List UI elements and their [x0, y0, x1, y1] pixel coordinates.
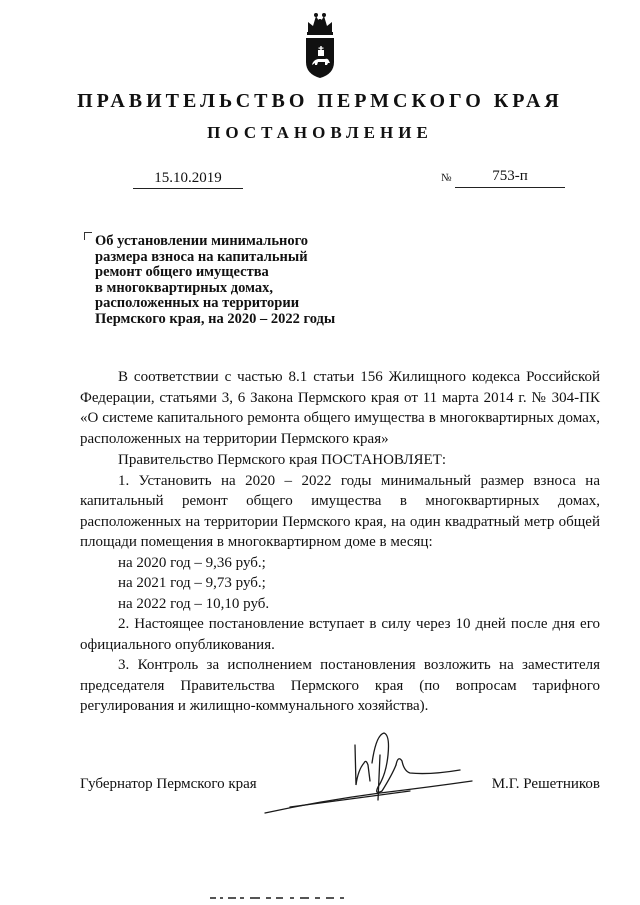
- document-number: 753-п: [455, 168, 565, 188]
- decree-paragraph: Правительство Пермского края ПОСТАНОВЛЯЕТ:: [118, 452, 447, 468]
- signer-position: Губернатор Пермского края: [80, 776, 257, 792]
- intro-paragraph: В соответствии с частью 8.1 статьи 156 Жилищного кодекса Российской Федерации, статьями 3, 6 Закона Пермского края от 11 марта 2014 г. № 304-ПК «О системе капитального ремонта общего имущества в многоквартирных домах, расположенных на территории Пермского края»: [80, 369, 600, 447]
- document-subject: [95, 234, 375, 327]
- subject-line: ремонт общего имущества: [95, 264, 269, 280]
- subject-corner-mark: [84, 232, 92, 240]
- document-date: 15.10.2019: [133, 170, 243, 189]
- document-type-title: ПОСТАНОВЛЕНИЕ: [207, 123, 433, 142]
- item-1-paragraph: 1. Установить на 2020 – 2022 годы минимальный размер взноса на капитальный ремонт общего имущества в многоквартирных домах, расположенных на территории Пермского края, на один квадратный метр общей площади помещения в многоквартирном доме в месяц:: [80, 472, 600, 550]
- subject-line: размера взноса на капитальный: [95, 248, 308, 265]
- document-body: [80, 367, 600, 717]
- rate-2020: на 2020 год – 9,36 руб.;: [118, 554, 266, 571]
- subject-line: в многоквартирных домах,: [95, 279, 274, 296]
- coat-of-arms-emblem: [303, 10, 337, 80]
- subject-line: расположенных на территории: [95, 295, 300, 311]
- handwritten-signature: [260, 715, 475, 825]
- item-2-paragraph: 2. Настоящее постановление вступает в силу через 10 дней после дня его официального опубликования.: [80, 616, 600, 653]
- item-3-paragraph: 3. Контроль за исполнением постановления возложить на заместителя председателя Правительства Пермского края (по вопросам тарифного регулирования и жилищно-коммунального хозяйства).: [80, 657, 600, 714]
- signer-name: М.Г. Решетников: [491, 776, 600, 792]
- subject-line: Об установлении минимального: [95, 233, 309, 249]
- organization-title: ПРАВИТЕЛЬСТВО ПЕРМСКОГО КРАЯ: [77, 90, 563, 112]
- footer-scan-marks: [210, 896, 360, 900]
- rate-2022: на 2022 год – 10,10 руб.: [118, 595, 270, 612]
- number-label: №: [441, 172, 452, 184]
- rate-2021: на 2021 год – 9,73 руб.;: [118, 575, 266, 591]
- subject-line: Пермского края, на 2020 – 2022 годы: [95, 310, 336, 327]
